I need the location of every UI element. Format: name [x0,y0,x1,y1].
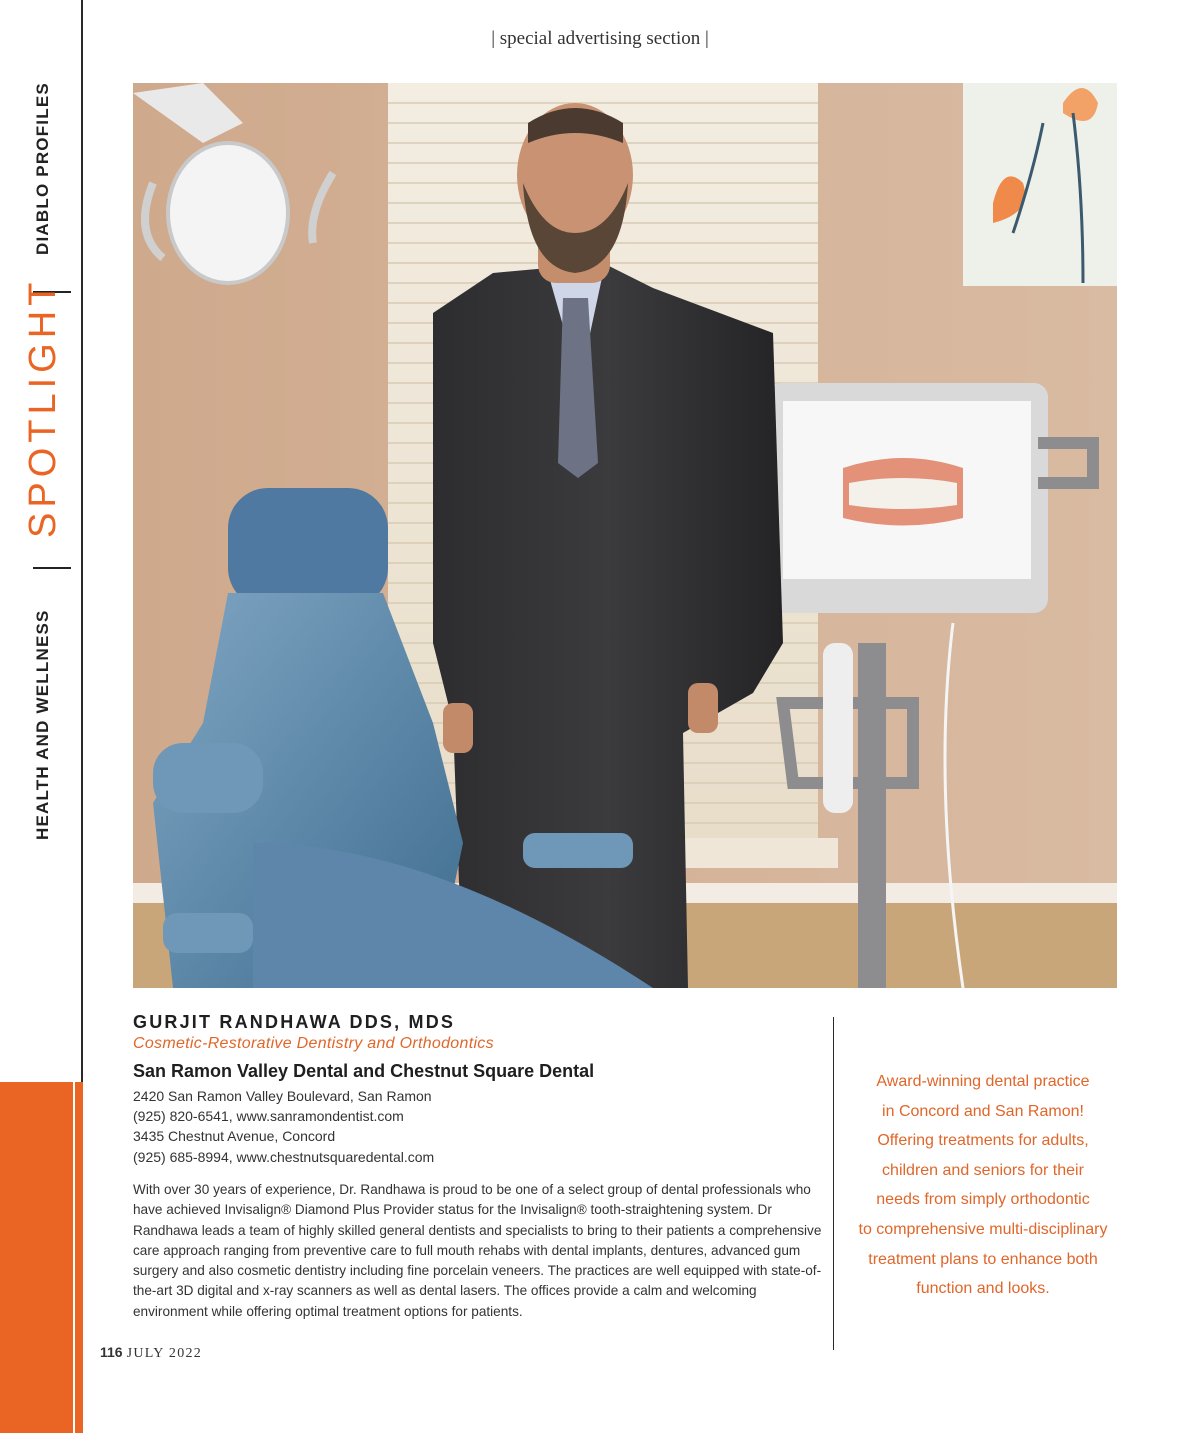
phone-web-san-ramon: (925) 820-6541, www.sanramondentist.com [133,1108,404,1125]
section-label-spotlight: SPOTLIGHT [22,277,64,538]
section-separator [33,567,71,569]
column-divider [833,1017,834,1350]
pull-quote-line: function and looks. [916,1280,1050,1298]
page-folio [100,1344,202,1362]
rail-accent-block [0,1082,73,1433]
section-label-diablo-profiles: DIABLO PROFILES [33,82,52,255]
advertising-section-label: | special advertising section | [491,28,709,49]
specialty-subtitle: Cosmetic-Restorative Dentistry and Orthodontics [133,1035,494,1052]
pull-quote [845,1067,1121,1304]
rail-divider-line [81,0,83,1085]
bio-paragraph: With over 30 years of experience, Dr. Randhawa is proud to be one of a select group of dental professionals who have achieved Invisalign® Diamond Plus Provider status for the Invisalign® tooth-straightening system. Dr Randhawa leads a team of highly skilled general dentists and specialists to bring to their patients a comprehensive care approach ranging from preventive care to full mouth rehabs with dental implants, dentures, advanced gum surgery and also cosmetic dentistry including fine porcelain veneers. The practices are well equipped with state-of-the-art 3D digital and x-ray scanners as well as dental lasers. The offices provide a calm and welcoming environment while offering optimal treatment options for patients. [133,1182,822,1319]
contact-block [133,1086,434,1167]
pull-quote-line: Offering treatments for adults, [877,1132,1089,1150]
address-concord: 3435 Chestnut Avenue, Concord [133,1128,336,1145]
practice-name: San Ramon Valley Dental and Chestnut Square Dental [133,1061,595,1081]
doctor-name: GURJIT RANDHAWA DDS, MDS [133,1012,456,1032]
pull-quote-line: treatment plans to enhance both [868,1250,1098,1268]
section-label-health-wellness: HEALTH AND WELLNESS [33,609,52,840]
pull-quote-line: in Concord and San Ramon! [882,1102,1084,1120]
pull-quote-line: needs from simply orthodontic [876,1191,1090,1209]
pull-quote-line: to comprehensive multi-disciplinary [858,1220,1108,1238]
pull-quote-line: Award-winning dental practice [876,1073,1090,1090]
page-number: 116 [100,1344,123,1360]
rail-accent-edge [75,1082,83,1433]
portrait-photo [133,83,1117,988]
phone-web-concord: (925) 685-8994, www.chestnutsquaredental.com [133,1148,435,1165]
address-san-ramon: 2420 San Ramon Valley Boulevard, San Ramon [133,1088,432,1104]
pull-quote-line: children and seniors for their [882,1161,1084,1179]
issue-date: JULY 2022 [126,1346,203,1361]
